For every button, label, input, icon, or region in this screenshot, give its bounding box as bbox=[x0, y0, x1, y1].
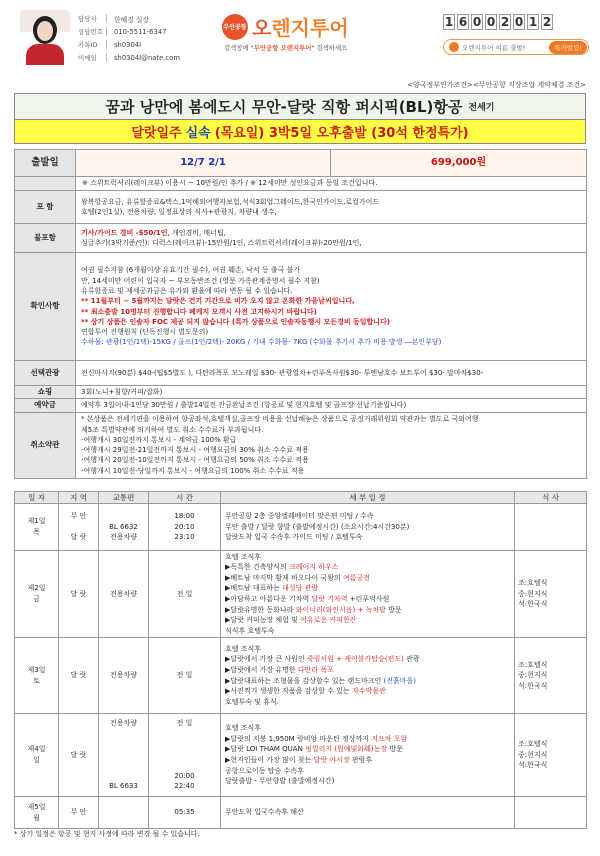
header bbox=[0, 0, 600, 72]
schedule-day: 제5일 월 bbox=[15, 797, 59, 829]
schedule-transport bbox=[99, 797, 149, 829]
cancel-label: 취소약관 bbox=[15, 412, 76, 478]
schedule-detail: 호텔 조식후 ▶달랏에서 가장 큰 사원인 죽림서원 + 케이블카탑승(편도) 관광 ▶달랏에서 가장 유명한 다딴라 폭포 ▶달랏대표하는 조형물을 감상할수 있는 랜드마크인 (진흙마을) ▶사진찍기 생생한 작품을 감상할 수 있는 자수박물관 호텔투숙 및 휴식. bbox=[221, 638, 515, 714]
deposit-label: 예약금 bbox=[15, 399, 76, 412]
schedule-day-row bbox=[15, 638, 587, 714]
search-icon bbox=[449, 42, 459, 52]
search-bar[interactable] bbox=[443, 39, 589, 55]
check-content: 여권 필수지참 (6개월이상 유효기간 필수), 여권 훼손, 낙서 등 출국 불가 만, 14세미만 어린이 입국자 ~ 부모동반조건 (영문 가족관계증명서 필수 지참) 유류할증료 및 제세공과금은 유가와 환율에 따라 변동 될 수 있습니다. ** 11월부터 ~ 5월까지는 달랏은 건기 기간으로 비가 오지 않고 온화한 가을날씨입니다, ** 최소출발 10명부터 진행합니다 폐케지 모객시 사전 고지하시기 바랍니다) ** 상기 상품은 인솔자 FOC 제공 되지 않습니다 (특가 상품으로 인솔자동행시 모든경비 동일합니다) 연합투어 진행원칙 (단독진행시 별도문의) 수하물: 관광(1인/1택)-15KG / 골프(1인/2택)- 20KG / 기내 수화물- 7KG (수화물 추가시 추가 비용 발생 —본인부담) bbox=[76, 253, 587, 361]
schedule-time: 전 일 bbox=[149, 638, 221, 714]
product-subtitle: 달랏일주 실속 (목요일) 3박5일 오후출발 (30석 한정특가) bbox=[14, 120, 586, 144]
option-tour-label: 선택관광 bbox=[15, 361, 76, 386]
schedule-time: 전 일 20:00 22:40 bbox=[149, 714, 221, 797]
exclude-content: 기사/가이드 경비 -$50/1인, 개인경비, 매너팁, 싱글추가(3박기준/인): 디럭스(레이크뷰)-15만원/1인, 스위트럭셔리(레이크뷰)-20만원/1인, bbox=[76, 224, 587, 253]
schedule-meals: 조:호텔식 중:현지식 석:한국식 bbox=[515, 551, 587, 638]
contact-value: 한혜경 실장 bbox=[114, 15, 149, 24]
brand-logo: 오렌지투어 bbox=[252, 16, 349, 40]
schedule-transport: BL 6632 전용차량 bbox=[99, 504, 149, 551]
schedule-day-row bbox=[15, 714, 587, 797]
agent-photo bbox=[20, 10, 70, 65]
phone-number[interactable]: 1 6 0 0 2 0 1 2 bbox=[444, 15, 552, 29]
logo-badge: 무안공항 bbox=[222, 14, 248, 40]
schedule-detail: 무안공항 2층 중앙엘레베이터 맞은편 미팅 / 수속 무안 출발 / 달랏 향발 (출발예정시간) (소요시간:4시간30분) 달랏도착 입국 수속후 가이드 미팅 / 호텔투숙 bbox=[221, 504, 515, 551]
schedule-region: 달 랏 bbox=[59, 714, 99, 797]
schedule-day: 제4일 일 bbox=[15, 714, 59, 797]
schedule-time: 05:35 bbox=[149, 797, 221, 829]
search-text: 오렌지투어 여름 출발! bbox=[462, 43, 526, 52]
contact-value[interactable]: sh0304I@nate.com bbox=[114, 53, 180, 62]
schedule-header bbox=[15, 492, 587, 504]
header-cell: 세 부 일 정 bbox=[221, 492, 515, 504]
brand-tagline: 검색창에 "무안공항 오렌지투어" 검색하세요 bbox=[224, 44, 348, 52]
option-tour-content: 전신마사지(90분) $40-(팁$5별도 ), 다탄라폭포 모노레일 $30- 관광열차+린푸옥사원$30- 투엔남호수 보트투어 $30- 말마차$30- bbox=[76, 361, 587, 386]
product-info-table bbox=[14, 149, 587, 479]
schedule-day-row bbox=[15, 504, 587, 551]
schedule-region: 달 랏 bbox=[59, 551, 99, 638]
schedule-day-row bbox=[15, 551, 587, 638]
schedule-transport: 전용차량 BL 6633 bbox=[99, 714, 149, 797]
product-title: 꿈과 낭만에 봄에도시 무안-달랏 직항 퍼시픽(BL)항공 전세기 bbox=[14, 93, 586, 120]
include-label: 포 함 bbox=[15, 191, 76, 224]
include-content: 왕복항공요금, 유류할증료&텍스,1억해외여행자보험,석식3회업그레이드,한국인가이드,로컬가이드 호텔(2인1실), 전용차량, 일정표상의 식사+관광지, 차량내 생수, bbox=[76, 191, 587, 224]
footer-note: * 상기 일정은 항공 및 현지 사정에 따라 변경 될 수 있습니다. bbox=[14, 830, 200, 838]
departure-dates: 12/7 2/1 bbox=[76, 150, 331, 177]
check-label: 확인사항 bbox=[15, 253, 76, 361]
option-note: ※ 스위트럭셔리(레이크뷰) 이용시 ~ 10만원/인 추가 / ※ 12세미만 성인요금과 동일 조건입니다. bbox=[76, 177, 587, 191]
shopping-content: 3회(노니+침향/커피/잡화) bbox=[76, 386, 587, 399]
contact-key: 상담번호 bbox=[78, 28, 104, 36]
schedule-table bbox=[14, 491, 587, 829]
schedule-day: 제2일 금 bbox=[15, 551, 59, 638]
schedule-region: 달 랏 bbox=[59, 638, 99, 714]
header-cell: 일 자 bbox=[15, 492, 59, 504]
header-cell: 시 간 bbox=[149, 492, 221, 504]
schedule-detail: 무안도착 입국수속후 해산 bbox=[221, 797, 515, 829]
schedule-transport: 전용차량 bbox=[99, 638, 149, 714]
schedule-region: 무 안 달 랏 bbox=[59, 504, 99, 551]
approval-conditions: <양국정부인가조건><무안공항 지상조업 계약체결 조건> bbox=[407, 81, 586, 89]
schedule-meals: 조:호텔식 중:현지식 석:한국식 bbox=[515, 714, 587, 797]
price: 699,000원 bbox=[331, 150, 587, 177]
schedule-day: 제1일 목 bbox=[15, 504, 59, 551]
schedule-transport: 전용차량 bbox=[99, 551, 149, 638]
schedule-detail: 호텔 조식후 ▶달랏의 지붕 1,950M 랑비앙 마운틴 정상까지 지프차 포함 ▶달랏 LOI THAM QUAN 핑빌리지 (원예및화훼)농장 방문 ▶현지인들이 가장 많이 찾는 달랏 야시장 관람후 공항으로이동 탑승 수속후 달랏출발 - 무안향발 (출발예정시간) bbox=[221, 714, 515, 797]
schedule-time: 18:00 20:10 23:10 bbox=[149, 504, 221, 551]
schedule-meals bbox=[515, 504, 587, 551]
contact-key: 카톡ID bbox=[78, 41, 98, 49]
schedule-time: 전 일 bbox=[149, 551, 221, 638]
header-cell: 식 사 bbox=[515, 492, 587, 504]
promo-alert-button[interactable]: 특가알림! bbox=[549, 41, 587, 54]
schedule-day-row bbox=[15, 797, 587, 829]
header-cell: 교통편 bbox=[99, 492, 149, 504]
schedule-meals: 조:호텔식 중:현지식 석:한국식 bbox=[515, 638, 587, 714]
schedule-region: 무 안 bbox=[59, 797, 99, 829]
contact-key: 담당자 bbox=[78, 15, 97, 23]
contact-key: 이메일 bbox=[78, 54, 97, 62]
contact-value[interactable]: 010-5511-6347 bbox=[114, 27, 167, 36]
departure-label: 출발일 bbox=[15, 150, 76, 177]
header-cell: 지 역 bbox=[59, 492, 99, 504]
schedule-day: 제3일 토 bbox=[15, 638, 59, 714]
schedule-detail: 호텔 조식후 ▶독특한 건축양식의 크레이지 하우스 ▶베트남 마지막 황제 바오다이 국왕의 여름궁전 ▶베트남 대표하는 대성당 관람 ▶아담하고 아름다운 기차역 달랏 기차역 +린푸억사원 ▶달랏유명한 동화나라 와이너리(와인시음) + 녹차밭 방문 ▶달랏 커피농장 체험 및 여유로운 커피한잔 석식후 호텔투숙 bbox=[221, 551, 515, 638]
agent-contact bbox=[78, 12, 238, 64]
cancel-content: * 본상품은 전세기편을 이용하여 항공좌석,호텔객실,골프장 비용을 선납해놓은 상품으로 공정거래위원회 약관과는 별도로 국외여행 제5조 특별약관에 의거하여 별도 취소 수수료가 부과됩니다. -여행개시 30일전까지 통보시 - 계약금 100% 환급 -여행개시 29일전-21일전까지 통보시 - 여행요금의 30% 취소 수수료 적용 -여행개시 20일전-10일전까지 통보시 - 여행요금의 50% 취소 수수료 적용 -여행개시 10일전-당일까지 통보시 - 여행요금의 100% 취소 수수료 적용 bbox=[76, 412, 587, 478]
deposit-content: 예약후 3일이내-1인당 30만원 / 출발14일전 잔금완납조건 (항공료 및 현지호텔 및 골프장 선납기준입니다) bbox=[76, 399, 587, 412]
schedule-meals bbox=[515, 797, 587, 829]
contact-value: sh0304I bbox=[114, 40, 142, 49]
shopping-label: 쇼핑 bbox=[15, 386, 76, 399]
exclude-label: 불포함 bbox=[15, 224, 76, 253]
